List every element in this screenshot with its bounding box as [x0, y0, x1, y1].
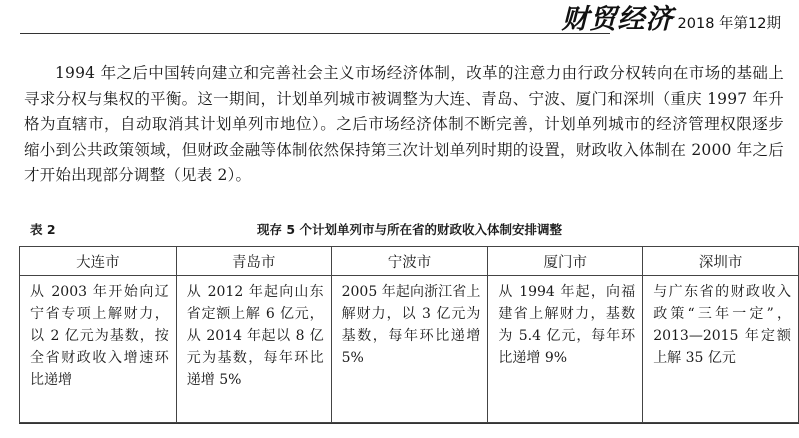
issue-label: 2018 年第12期	[677, 16, 781, 32]
table-bottom-rule	[19, 423, 799, 424]
header-rule	[20, 33, 610, 34]
cell-ningbo: 2005 年起向浙江省上解财力，以 3 亿元为基数，每年环比递增 5%	[331, 276, 488, 423]
column-header-shenzhen: 深圳市	[643, 247, 799, 276]
column-header-qingdao: 青岛市	[176, 247, 331, 276]
cell-shenzhen: 与广东省的财政收入政策“三年一定”，2013—2015 年定额上解 35 亿元	[643, 276, 799, 423]
column-header-dalian: 大连市	[20, 247, 177, 276]
journal-logo: 财贸经济	[561, 4, 674, 35]
table-header-row	[20, 247, 799, 276]
table-row	[20, 276, 799, 423]
body-paragraph: 1994 年之后中国转向建立和完善社会主义市场经济体制，改革的注意力由行政分权转向在市场的基础上寻求分权与集权的平衡。这一期间，计划单列城市被调整为大连、青岛、宁波、厦门和深圳（重庆 1997 年升格为直辖市，自动取消其计划单列市地位）。之后市场经济体制不断完善，计划单列城市的经济管理权限逐步缩小到公共政策领域，但财政金融等体制依然保持第三次计划单列时期的设置，财政收入体制在 2000 年之后才开始出现部分调整（见表 2）。	[24, 64, 784, 184]
header-right	[562, 4, 781, 36]
cell-qingdao: 从 2012 年起向山东省定额上解 6 亿元，从 2014 年起以 8 亿元为基数，每年环比递增 5%	[176, 276, 331, 423]
table-number: 表 2	[30, 222, 56, 237]
table-title: 现存 5 个计划单列市与所在省的财政收入体制安排调整	[257, 222, 562, 237]
column-header-xiamen: 厦门市	[488, 247, 643, 276]
table-caption	[0, 218, 799, 238]
cell-dalian: 从 2003 年开始向辽宁省专项上解财力，以 2 亿元为基数，按全省财政收入增速环比递增	[20, 276, 177, 423]
column-header-ningbo: 宁波市	[331, 247, 488, 276]
cell-xiamen: 从 1994 年起，向福建省上解财力，基数为 5.4 亿元，每年环比递增 9%	[488, 276, 643, 423]
fiscal-arrangement-table	[19, 246, 799, 423]
